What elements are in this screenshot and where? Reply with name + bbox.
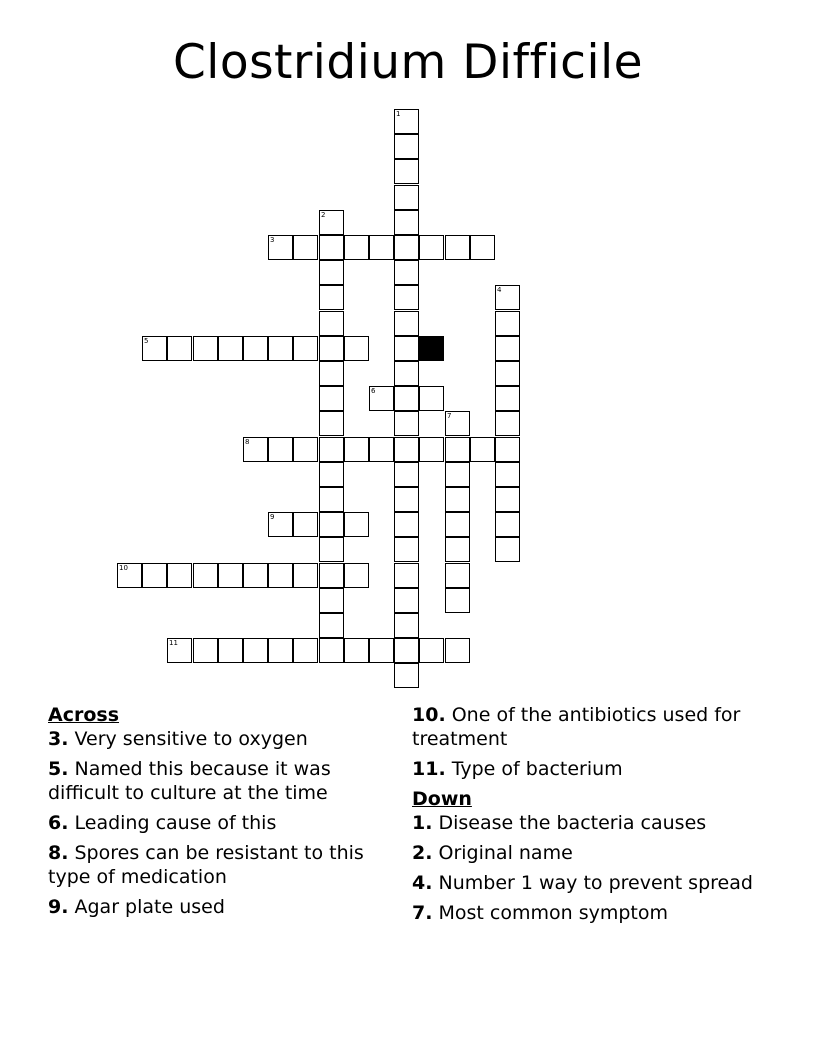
crossword-cell[interactable] bbox=[495, 336, 520, 361]
clue-text: Spores can be resistant to this type of medication bbox=[48, 842, 364, 888]
crossword-cell[interactable] bbox=[369, 638, 394, 663]
crossword-cell[interactable] bbox=[394, 638, 419, 663]
crossword-cell[interactable] bbox=[319, 613, 344, 638]
crossword-cell[interactable] bbox=[470, 437, 495, 462]
crossword-cell[interactable] bbox=[319, 462, 344, 487]
crossword-cell[interactable] bbox=[445, 437, 470, 462]
crossword-cell[interactable] bbox=[268, 563, 293, 588]
crossword-cell[interactable] bbox=[394, 487, 419, 512]
clue-number: 4. bbox=[412, 872, 433, 894]
crossword-cell[interactable] bbox=[495, 285, 520, 310]
crossword-cell[interactable] bbox=[495, 386, 520, 411]
crossword-cell[interactable] bbox=[319, 336, 344, 361]
across-heading: Across bbox=[48, 704, 120, 726]
crossword-cell[interactable] bbox=[394, 235, 419, 260]
crossword-cell[interactable] bbox=[419, 235, 444, 260]
clue-text: Type of bacterium bbox=[451, 758, 623, 780]
clue-down-7 bbox=[412, 901, 772, 925]
clue-down-2 bbox=[412, 841, 772, 865]
crossword-cell[interactable] bbox=[394, 663, 419, 688]
crossword-cell[interactable] bbox=[495, 487, 520, 512]
crossword-cell[interactable] bbox=[293, 437, 318, 462]
crossword-cell[interactable] bbox=[293, 336, 318, 361]
clue-number: 2. bbox=[412, 842, 433, 864]
page-title: Clostridium Difficile bbox=[172, 35, 644, 90]
crossword-cell[interactable] bbox=[167, 336, 192, 361]
clue-across-8 bbox=[48, 841, 398, 889]
clue-number-label: 1 bbox=[396, 110, 401, 118]
clue-number-label: 5 bbox=[144, 337, 149, 345]
crossword-cell[interactable] bbox=[319, 311, 344, 336]
crossword-cell[interactable] bbox=[445, 537, 470, 562]
crossword-cell[interactable] bbox=[495, 361, 520, 386]
crossword-cell[interactable] bbox=[394, 613, 419, 638]
crossword-cell[interactable] bbox=[394, 285, 419, 310]
crossword-cell[interactable] bbox=[445, 563, 470, 588]
crossword-cell[interactable] bbox=[394, 361, 419, 386]
crossword-cell[interactable] bbox=[470, 235, 495, 260]
down-heading: Down bbox=[412, 788, 472, 810]
crossword-cell[interactable] bbox=[117, 563, 142, 588]
crossword-cell[interactable] bbox=[218, 638, 243, 663]
crossword-cell[interactable] bbox=[319, 260, 344, 285]
crossword-cell[interactable] bbox=[268, 336, 293, 361]
crossword-cell[interactable] bbox=[344, 563, 369, 588]
crossword-cell[interactable] bbox=[394, 109, 419, 134]
crossword-cell[interactable] bbox=[319, 563, 344, 588]
clue-number-label: 10 bbox=[119, 564, 128, 572]
crossword-cell[interactable] bbox=[319, 411, 344, 436]
crossword-cell[interactable] bbox=[394, 462, 419, 487]
crossword-cell[interactable] bbox=[319, 285, 344, 310]
crossword-cell[interactable] bbox=[394, 512, 419, 537]
clue-number-label: 11 bbox=[169, 639, 178, 647]
clue-text: Leading cause of this bbox=[74, 812, 277, 834]
crossword-cell[interactable] bbox=[394, 336, 419, 361]
clue-text: Very sensitive to oxygen bbox=[74, 728, 308, 750]
clue-text: Disease the bacteria causes bbox=[438, 812, 707, 834]
crossword-cell[interactable] bbox=[394, 537, 419, 562]
crossword-cell[interactable] bbox=[369, 386, 394, 411]
crossword-cell[interactable] bbox=[319, 437, 344, 462]
crossword-cell[interactable] bbox=[419, 638, 444, 663]
clue-number: 10. bbox=[412, 704, 446, 726]
crossword-cell[interactable] bbox=[394, 185, 419, 210]
crossword-cell[interactable] bbox=[193, 563, 218, 588]
crossword-cell[interactable] bbox=[445, 411, 470, 436]
clue-across-9 bbox=[48, 895, 398, 919]
crossword-cell[interactable] bbox=[142, 563, 167, 588]
crossword-cell[interactable] bbox=[344, 235, 369, 260]
crossword-cell[interactable] bbox=[394, 437, 419, 462]
crossword-cell[interactable] bbox=[344, 512, 369, 537]
crossword-cell[interactable] bbox=[394, 311, 419, 336]
crossword-cell[interactable] bbox=[167, 638, 192, 663]
crossword-cell[interactable] bbox=[445, 235, 470, 260]
crossword-cell[interactable] bbox=[495, 437, 520, 462]
crossword-cell[interactable] bbox=[319, 210, 344, 235]
crossword-cell[interactable] bbox=[293, 512, 318, 537]
clue-across-3 bbox=[48, 727, 398, 751]
clue-number-label: 7 bbox=[447, 412, 452, 420]
clue-text: Number 1 way to prevent spread bbox=[438, 872, 753, 894]
crossword-cell[interactable] bbox=[394, 159, 419, 184]
crossword-cell[interactable] bbox=[268, 437, 293, 462]
clue-text: Most common symptom bbox=[438, 902, 668, 924]
crossword-cell[interactable] bbox=[243, 563, 268, 588]
crossword-block-cell bbox=[419, 336, 444, 361]
crossword-cell[interactable] bbox=[445, 512, 470, 537]
clue-number: 1. bbox=[412, 812, 433, 834]
crossword-cell[interactable] bbox=[268, 235, 293, 260]
crossword-cell[interactable] bbox=[344, 437, 369, 462]
crossword-cell[interactable] bbox=[218, 563, 243, 588]
crossword-cell[interactable] bbox=[243, 437, 268, 462]
crossword-cell[interactable] bbox=[369, 437, 394, 462]
crossword-cell[interactable] bbox=[243, 336, 268, 361]
crossword-cell[interactable] bbox=[218, 336, 243, 361]
clue-number: 5. bbox=[48, 758, 69, 780]
clue-number: 8. bbox=[48, 842, 69, 864]
crossword-cell[interactable] bbox=[293, 235, 318, 260]
clue-across-11 bbox=[412, 757, 772, 781]
crossword-cell[interactable] bbox=[445, 487, 470, 512]
crossword-cell[interactable] bbox=[495, 462, 520, 487]
crossword-cell[interactable] bbox=[394, 134, 419, 159]
crossword-cell[interactable] bbox=[319, 386, 344, 411]
crossword-cell[interactable] bbox=[394, 210, 419, 235]
clues-left-column bbox=[48, 703, 398, 925]
crossword-cell[interactable] bbox=[193, 638, 218, 663]
crossword-cell[interactable] bbox=[495, 311, 520, 336]
clue-number-label: 3 bbox=[270, 236, 275, 244]
clue-text: Original name bbox=[438, 842, 573, 864]
crossword-cell[interactable] bbox=[319, 361, 344, 386]
crossword-cell[interactable] bbox=[319, 588, 344, 613]
clue-across-5 bbox=[48, 757, 398, 805]
crossword-cell[interactable] bbox=[268, 512, 293, 537]
clue-number: 3. bbox=[48, 728, 69, 750]
clue-across-6 bbox=[48, 811, 398, 835]
crossword-cell[interactable] bbox=[344, 336, 369, 361]
clue-number: 9. bbox=[48, 896, 69, 918]
clue-number-label: 8 bbox=[245, 438, 250, 446]
crossword-cell[interactable] bbox=[268, 638, 293, 663]
clue-number: 7. bbox=[412, 902, 433, 924]
crossword-cell[interactable] bbox=[193, 336, 218, 361]
clue-number: 6. bbox=[48, 812, 69, 834]
clue-down-4 bbox=[412, 871, 772, 895]
clues-right-column bbox=[412, 703, 772, 931]
crossword-cell[interactable] bbox=[319, 512, 344, 537]
crossword-cell[interactable] bbox=[243, 638, 268, 663]
clue-number-label: 4 bbox=[497, 286, 502, 294]
clue-across-10 bbox=[412, 703, 772, 751]
crossword-cell[interactable] bbox=[445, 462, 470, 487]
clue-number-label: 6 bbox=[371, 387, 376, 395]
crossword-cell[interactable] bbox=[142, 336, 167, 361]
crossword-cell[interactable] bbox=[495, 512, 520, 537]
crossword-cell[interactable] bbox=[293, 638, 318, 663]
crossword-cell[interactable] bbox=[495, 537, 520, 562]
clue-number: 11. bbox=[412, 758, 446, 780]
crossword-cell[interactable] bbox=[419, 386, 444, 411]
crossword-cell[interactable] bbox=[394, 411, 419, 436]
crossword-cell[interactable] bbox=[319, 537, 344, 562]
crossword-cell[interactable] bbox=[394, 563, 419, 588]
clue-number-label: 2 bbox=[321, 211, 326, 219]
crossword-cell[interactable] bbox=[394, 588, 419, 613]
crossword-cell[interactable] bbox=[495, 411, 520, 436]
clue-number-label: 9 bbox=[270, 513, 275, 521]
clue-text: Agar plate used bbox=[74, 896, 225, 918]
crossword-cell[interactable] bbox=[445, 638, 470, 663]
clue-text: One of the antibiotics used for treatment bbox=[412, 704, 741, 750]
crossword-cell[interactable] bbox=[319, 235, 344, 260]
clue-text: Named this because it was difficult to culture at the time bbox=[48, 758, 331, 804]
crossword-cell[interactable] bbox=[445, 588, 470, 613]
crossword-cell[interactable] bbox=[369, 235, 394, 260]
crossword-cell[interactable] bbox=[419, 437, 444, 462]
clue-down-1 bbox=[412, 811, 772, 835]
crossword-cell[interactable] bbox=[394, 260, 419, 285]
crossword-cell[interactable] bbox=[344, 638, 369, 663]
crossword-cell[interactable] bbox=[319, 487, 344, 512]
crossword-cell[interactable] bbox=[394, 386, 419, 411]
crossword-cell[interactable] bbox=[167, 563, 192, 588]
crossword-cell[interactable] bbox=[293, 563, 318, 588]
crossword-cell[interactable] bbox=[319, 638, 344, 663]
